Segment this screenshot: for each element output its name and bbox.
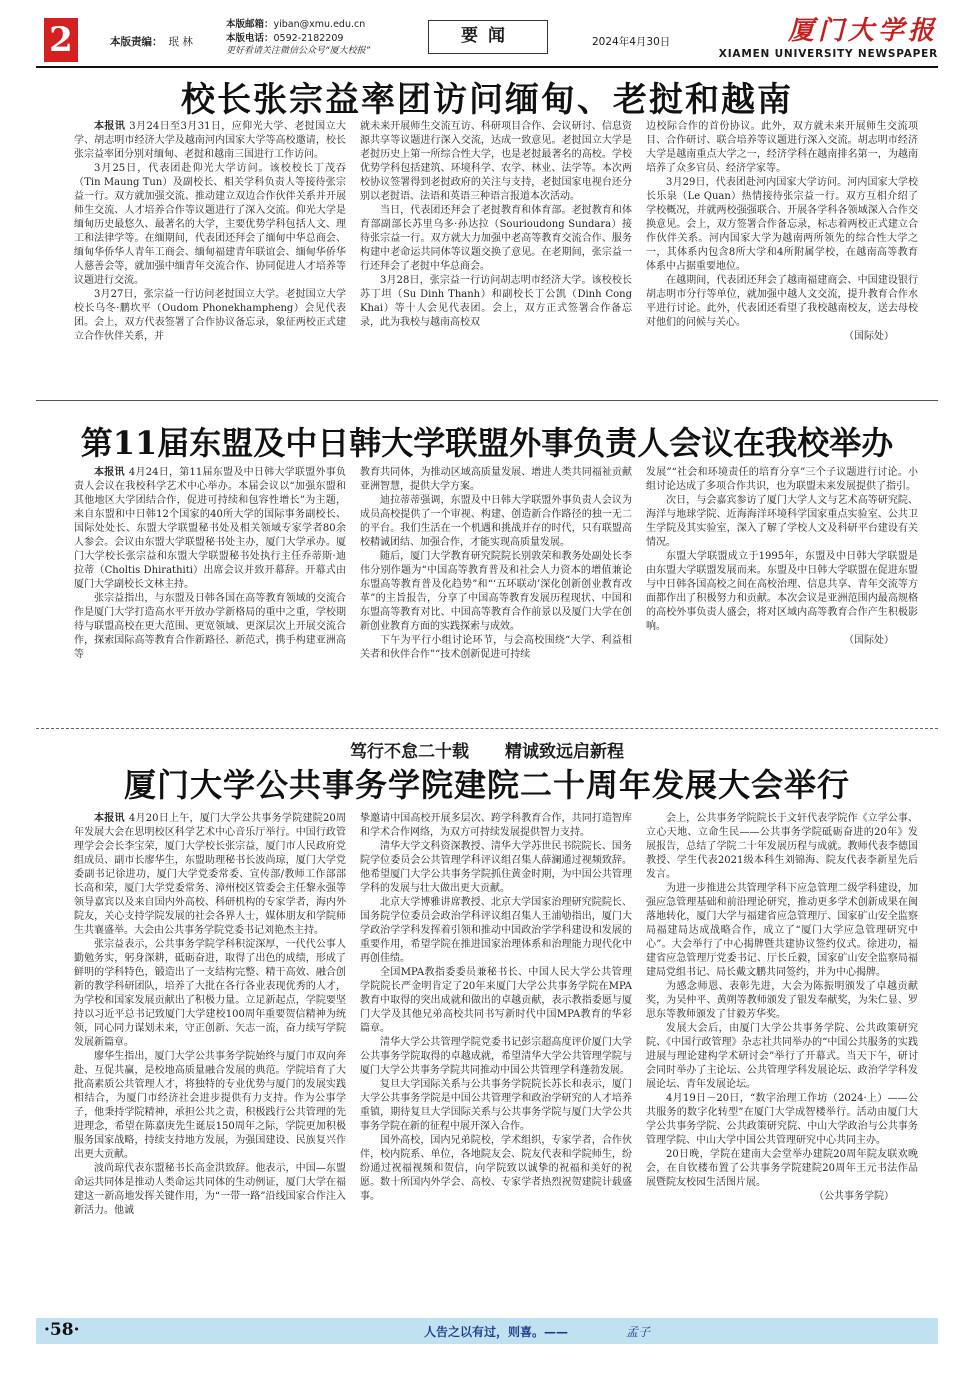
email-label: 本版邮箱：: [226, 19, 274, 30]
article2-col1: [74, 466, 346, 716]
lead: 本报讯: [94, 467, 125, 478]
paper-logo: 厦门大学报: [787, 16, 938, 46]
editor-name: 珉 林: [168, 36, 193, 48]
footer-quote-author: 孟子: [626, 1325, 651, 1339]
article1-col2: [360, 120, 632, 392]
paragraph: [74, 120, 346, 162]
paragraph: 就未来开展师生交流互访、科研项目合作、会议研讨、信息资源共享等议题进行深入交流，达成一致意见。老挝国立大学是老挝历史上第一所综合性大学，也是老挝最著名的高校。学校优势学科包括建筑、环境科学、农学、林业、法学等。本次两校协议签署得到老挝政府的关注与支持，老挝国家电视台还分别以老挝语、法语和英语三种语言报道本次活动。: [360, 121, 632, 202]
paragraph: 北京大学博雅讲席教授、北京大学国家治理研究院院长、国务院学位委员会政治学科评议组召集人王浦劬指出，厦门大学政治学学科发挥着引领和推动中国政治学学科建设和发展的重要作用，希望学院在推进国家治理体系和治理能力现代化中再创佳绩。: [360, 897, 632, 964]
paragraph: 全国MPA教指委委员兼秘书长、中国人民大学公共管理学院院长严金明肯定了20年来厦门大学公共事务学院在MPA教育中取得的突出成就和做出的卓越贡献，表示教指委愿与厦门大学及其他兄弟高校共同书写新时代中国MPA教育的华彩篇章。: [360, 967, 632, 1034]
phone-label: 本版电话：: [226, 32, 274, 44]
paragraph-text: 4月24日，第11届东盟及中日韩大学联盟外事负责人会议在我校科学艺术中心举办。本届会议以“加强东盟和其他地区大学团结合作，促进可持续和包容性增长”为主题，来自东盟和中日韩12个国家的40所大学的国际事务副校长、国际处处长、东盟大学联盟秘书处及相关领域专家学者80余人参会。会议由东盟大学联盟秘书处主办，厦门大学承办。厦门大学校长张宗益和东盟大学联盟秘书处执行主任乔蒂斯·迪拉蒂（Choltis Dhirathiti）出席会议并致开幕辞。开幕式由厦门大学副校长文林主持。: [74, 467, 346, 590]
paragraph: 3月28日，张宗益一行访问胡志明市经济大学。该校校长苏丁坦（Su Dinh Thanh）和副校长丁公凯（Dinh Cong Khai）等十人会见代表团。会上，双方正式签署合作备忘录，此为我校与越南高校双: [360, 275, 632, 328]
paragraph: [74, 812, 346, 938]
lead: 本报讯: [94, 121, 126, 132]
article2-body: [74, 466, 920, 716]
paragraph: [74, 466, 346, 592]
phone: 0592-2182209: [273, 32, 344, 44]
paragraph: 在越期间，代表团还拜会了越南福建商会、中国建设银行胡志明市分行等单位，就加强中越人文交流，提升教育合作水平进行讨论。此外，代表团还看望了我校越南校友，送去母校对他们的问候与关心。: [646, 275, 918, 328]
kicker-right: 精诚致远启新程: [505, 742, 624, 762]
paragraph: 挚邀请中国高校开展多层次、跨学科教育合作，共同打造智库和学术合作网络，为双方可持续发展提供智力支持。: [360, 813, 632, 838]
section-label: 要闻: [428, 20, 548, 54]
paragraph: 下午为平行小组讨论环节，与会高校围绕“大学、利益相关者和伙伴合作”“技术创新促进可持续: [360, 635, 632, 660]
article3-kicker: [36, 737, 938, 762]
paragraph: 复旦大学国际关系与公共事务学院院长苏长和表示，厦门大学公共事务学院是中国公共管理学和政治学研究的人才培养重镇，期待复旦大学国际关系与公共事务学院与厦门大学公共事务学院在新的征程中展开深入合作。: [360, 1079, 632, 1132]
paragraph: 张宗益指出，与东盟及日韩各国在高等教育领域的交流合作是厦门大学打造高水平开放办学新格局的重中之重，学校期待与联盟高校在更大范围、更宽领域、更深层次上开展交流合作，探索国际高等教育合作新路径、新范式，携手构建亚洲高等: [74, 593, 346, 660]
page-number: 2: [44, 18, 78, 62]
article3-col1: [74, 812, 346, 1308]
article2-col2: [360, 466, 632, 716]
paragraph: 波尚琼代表东盟秘书长高金洪致辞。他表示，中国—东盟命运共同体是推动人类命运共同体的生动例证，厦门大学在福建这一新高地发挥关键作用，为“一带一路”沿线国家合作注入新活力。他诚: [74, 1163, 346, 1216]
paragraph-text: 4月20日上午，厦门大学公共事务学院建院20周年发展大会在思明校区科学艺术中心音乐厅举行。中国行政管理学会会长李宝荣，厦门大学校长张宗益，厦门市人民政府党组成员、副市长廖华生，东盟助理秘书长波尚琼，厦门大学党委副书记徐进功，厦门大学党委常委、宣传部/教师工作部部长高和荣，厦门大学党委常务、漳州校区管委会主任黎永强等领导嘉宾以及来自国内外高校、科研机构的专家学者，海内外院友，关心支持学院发展的社会各界人士，媒体朋友和学院师生共襄盛举。大会由公共事务学院党委书记刘艳杰主持。: [74, 813, 346, 936]
footer-bar: [36, 1318, 938, 1344]
article3-col2: [360, 812, 632, 1308]
footer-quote: 人告之以有过，则喜。——: [424, 1325, 569, 1339]
editor-label: 本版责编：: [110, 36, 163, 48]
paragraph: 会上，公共事务学院院长于文轩代表学院作《立学公事、立心天地、立命生民——公共事务学院砥砺奋进的20年》发展报告，总结了学院二十年发展历程与成就。教师代表李德国教授、学生代表2021级本科生刘锦海、院友代表李新星先后发言。: [646, 813, 918, 880]
paragraph: 为进一步推进公共管理学科下应急管理二级学科建设，加强应急管理基础和前沿理论研究，推动更多学术创新成果在闽落地转化，厦门大学与福建省应急管理厅、国家矿山安全监察局福建局达成战略合作，成立了“厦门大学应急管理研究中心”。大会举行了中心揭牌暨共建协议签约仪式。徐进功，福建省应急管理厅党委书记、厅长丘毅，国家矿山安全监察局福建局党组书记、局长戴文鹏共同签约，并为中心揭牌。: [646, 883, 918, 978]
article3-col3: [646, 812, 918, 1308]
paragraph: 发展大会后，由厦门大学公共事务学院、公共政策研究院、《中国行政管理》杂志社共同举办的“中国公共服务的实践进展与理论建构学术研讨会”举行了开幕式。当天下午，研讨会同时举办了主论坛、公共管理学科发展论坛、政治学学科发展论坛、青年发展论坛。: [646, 1023, 918, 1090]
divider: [36, 400, 938, 401]
paragraph: 20日晚，学院在建南大会堂举办建院20周年院友联欢晚会，在自钦楼布置了公共事务学院建院20周年王元书法作品展暨院友校园生活图片展。: [646, 1149, 918, 1188]
article1-col1: [74, 120, 346, 392]
article1-body: [74, 120, 920, 392]
byline: （国际处）: [844, 635, 894, 646]
wechat-note: 更好看请关注微信公众号“厦大校报”: [226, 46, 371, 56]
article2-headline: 第11届东盟及中日韩大学联盟外事负责人会议在我校举办: [80, 424, 894, 462]
paragraph: 清华大学文科资深教授、清华大学苏世民书院院长、国务院学位委员会公共管理学科评议组召集人薛澜通过视频致辞。他希望厦门大学公共事务学院抓住黄金时期，为中国公共管理学科的发展与壮大做出更大贡献。: [360, 841, 632, 894]
paragraph: 4月19日－20日，“数字治理工作坊（2024·上）——公共服务的数字化转型”在厦门大学成智楼举行。活动由厦门大学公共事务学院、公共政策研究院、中山大学政治与公共事务管理学院、中山大学中国公共管理研究中心共同主办。: [646, 1093, 918, 1146]
paragraph: 3月27日，张宗益一行访问老挝国立大学。老挝国立大学校长乌冬·鹏坎平（Oudom Phonekhampheng）会见代表团。会上，双方代表签署了合作协议备忘录，象征两校正式建立合作伙伴关系，并: [74, 289, 346, 342]
paragraph: 东盟大学联盟成立于1995年，东盟及中日韩大学联盟是由东盟大学联盟发展而来。东盟及中日韩大学联盟在促进东盟与中日韩各国高校之间在高校治理、信息共享、青年交流等方面都作出了积极努力和贡献。本次会议是亚洲范围内最高规格的高校外事负责人盛会，将对区域内高等教育合作产生积极影响。: [646, 551, 918, 632]
paragraph: 发展”“社会和环境责任的培育分享”三个子议题进行讨论。小组讨论达成了多项合作共识，也为联盟未来发展提供了指引。: [646, 467, 918, 492]
paragraph: 廖华生指出，厦门大学公共事务学院始终与厦门市双向奔赴、互促共赢，是校地高质量融合发展的典范。学院培育了大批高素质公共管理人才，将独特的专业优势与厦门的发展实践相结合，为厦门市经济社会进步提供有力支持。作为公事学子，他秉持学院精神，承担公共之责，积极践行公共管理的先进理念，希望在陈嘉庚先生诞辰150周年之际，学院更加积极服务国家战略，持续支持地方发展，为强国建设、民族复兴作出更大贡献。: [74, 1051, 346, 1160]
footer-page-number: ·58·: [44, 1320, 80, 1340]
paper-name-en: XIAMEN UNIVERSITY NEWSPAPER: [718, 48, 938, 60]
article3-body: [74, 812, 920, 1308]
paragraph: 3月29日，代表团赴河内国家大学访问。河内国家大学校长乐泉（Le Quan）热情接待张宗益一行。双方互相介绍了学校概况，并就两校强强联合、开展各学科各领域深入合作交换意见。会上，双方签署合作备忘录，标志着两校正式建立合作伙伴关系。河内国家大学为越南两所领先的综合性大学之一，其体系内包含8所大学和4所附属学校，在越南高等教育体系中占据重要地位。: [646, 177, 918, 272]
paragraph: 当日，代表团还拜会了老挝教育和体育部。老挝教育和体育部副部长苏里乌多·孙达拉（Sourioudong Sundara）接待张宗益一行。双方就大力加强中老高等教育交流合作、服务构建中老命运共同体等议题交换了意见。在老期间，张宗益一行还拜会了老挝中华总商会。: [360, 205, 632, 272]
lead: 本报讯: [94, 813, 125, 824]
paragraph: 次日，与会嘉宾参访了厦门大学人文与艺术高等研究院、海洋与地球学院、近海海洋环境科学国家重点实验室、公共卫生学院及其实验室，深入了解了学校人文及科研平台建设有关情况。: [646, 495, 918, 548]
divider: [36, 728, 938, 729]
article1-headline: 校长张宗益率团访问缅甸、老挝和越南: [181, 80, 793, 120]
masthead: [36, 14, 938, 66]
byline: （公共事务学院）: [814, 1191, 894, 1202]
paragraph: 随后，厦门大学教育研究院院长别敦荣和教务处副处长李伟分别作题为“中国高等教育普及和社会人力资本的增值兼论东盟高等教育普及化趋势”和“‘五环联动’深化创新创业教育改革”的主旨报告，分享了中国高等教育发展历程现状、中国和东盟高等教育对比、中国高等教育合作前景以及厦门大学在创新创业教育方面的实践探索与成效。: [360, 551, 632, 632]
article1-col3: [646, 120, 918, 392]
paragraph: 清华大学公共管理学院党委书记彭宗超高度评价厦门大学公共事务学院取得的卓越成就，希望清华大学公共管理学院与厦门大学公共事务学院共同推动中国公共管理学科蓬勃发展。: [360, 1037, 632, 1076]
paragraph: 边校际合作的首份协议。此外，双方就未来开展师生交流项目、合作研讨、联合培养等议题进行深入交流。胡志明市经济大学是越南重点大学之一，经济学科在越南排名第一，为越南培养了众多官员、经济学家等。: [646, 121, 918, 174]
paragraph: 为感念师恩、表彰先进，大会为陈振明颁发了卓越贡献奖，为吴仲平、黄朔等教师颁发了银发奉献奖，为朱仁显、罗思东等教师颁发了甘毅芳华奖。: [646, 981, 918, 1020]
byline: （国际处）: [844, 331, 894, 342]
paragraph: 国外高校，国内兄弟院校，学术组织，专家学者，合作伙伴，校内院系、单位，各地院友会、院友代表和学院师生，纷纷通过祝福视频和贺信，向学院致以诚挚的祝福和美好的祝愿。数十所国内外学会、高校、专家学者热烈祝贺建院计载盛事。: [360, 1135, 632, 1202]
article3-headline: 厦门大学公共事务学院建院二十周年发展大会举行: [123, 766, 850, 804]
paragraph: 3月25日，代表团赴仰光大学访问。该校校长丁茂吞（Tin Maung Tun）及副校长、相关学科负责人等接待张宗益一行。双方就加强交流、推动建立双边合作伙伴关系并开展师生交流、人才培养合作等议题进行了深入交流。仰光大学是缅甸历史最悠久、最著名的大学，主要优势学科包括人文、理工和法律学等。在缅期间，代表团还拜会了缅甸中华总商会、缅甸华侨华人青年工商会、缅甸福建青年联谊会、缅甸华侨华人慈善会等，就加强中缅青年交流合作、协同促进人才培养等议题进行交流。: [74, 163, 346, 286]
article2-col3: [646, 466, 918, 716]
editor-credit: [110, 34, 193, 49]
issue-date: 2024年4月30日: [592, 36, 671, 48]
paragraph: 迪拉蒂蒂强调，东盟及中日韩大学联盟外事负责人会议为成员高校提供了一个审视、构建、创造新合作路径的独一无二的平台。我们生活在一个机遇和挑战并存的时代，只有联盟高校精诚团结、加强合作，才能实现高质量发展。: [360, 495, 632, 548]
paragraph: 教育共同体，为推动区域高质量发展、增进人类共同福祉贡献亚洲智慧，提供大学方案。: [360, 467, 632, 492]
masthead-rule: [36, 66, 938, 68]
kicker-left: 笃行不怠二十载: [350, 742, 469, 762]
email: yiban@xmu.edu.cn: [273, 19, 366, 30]
paragraph-text: 3月24日至3月31日，应仰光大学、老挝国立大学、胡志明市经济大学及越南河内国家大学等高校邀请，校长张宗益率团分别对缅甸、老挝和越南三国进行工作访问。: [74, 121, 346, 160]
paragraph: 张宗益表示，公共事务学院学科积淀深厚，一代代公事人勤勉务实，躬身深耕，砥砺奋进，取得了出色的成绩，形成了鲜明的学科特色，锻造出了一支结构完整、精干高效、融合创新的教学科研团队，培养了大批在各行各业表现优秀的人才，为学校和国家发展贡献出了积极力量。立足新起点，学院要坚持以习近平总书记致厦门大学建校100周年重要贺信精神为统领，同心同力谋划未来，守正创新、矢志一流，奋力续写学院发展新篇章。: [74, 939, 346, 1048]
contact-info: [226, 18, 370, 59]
